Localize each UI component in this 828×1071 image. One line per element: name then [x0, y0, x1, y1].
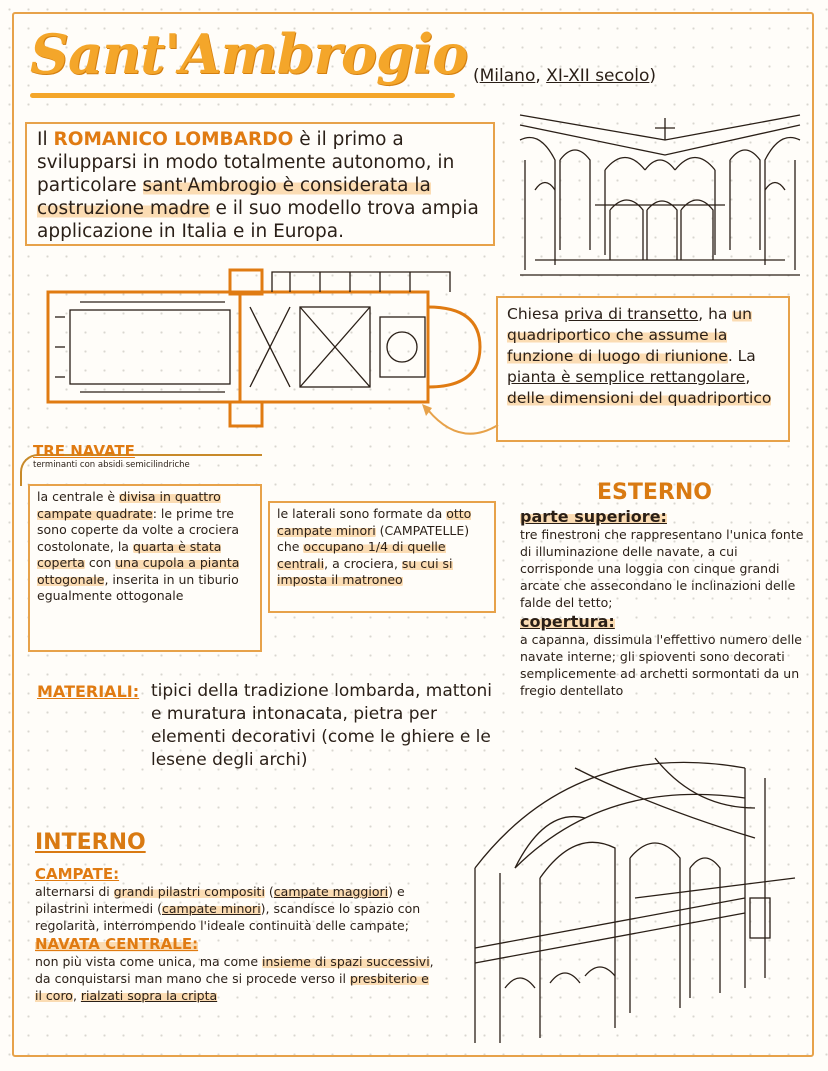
copertura-text: a capanna, dissimula l'effettivo numero delle navate interne; gli spioventi sono decorati semplicemente ad archetti sormontati da un fregio dentellato: [520, 632, 802, 698]
interno-heading: INTERNO: [35, 830, 146, 855]
campate-heading: CAMPATE:: [35, 865, 120, 883]
esterno-heading: ESTERNO: [597, 480, 712, 505]
page-subtitle: (Milano, XI-XII secolo): [473, 66, 657, 86]
page-title: Sant'Ambrogio: [30, 22, 468, 86]
subtitle-century: XI-XII secolo: [546, 66, 650, 86]
title-underline: [30, 93, 455, 98]
materiali-label: MATERIALI:: [37, 682, 140, 701]
copertura-heading: copertura:: [520, 612, 615, 631]
navata-centrale-heading: NAVATA CENTRALE:: [35, 935, 199, 953]
chiesa-box: Chiesa priva di transetto, ha un quadriportico che assume la funzione di luogo di riunione. La pianta è semplice rettangolare, delle dimensioni del quadriportico: [496, 296, 790, 442]
parte-superiore-text: tre finestroni che rappresentano l'unica fonte di illuminazione delle navate, a cui corrisponde una loggia con cinque grandi arcate che assecondano le inclinazioni delle falde del tetto;: [520, 527, 804, 610]
materiali-section: [37, 680, 492, 770]
tre-navate-heading: TRE NAVATE: [33, 442, 135, 460]
tre-navate-sub: terminanti con absidi semicilindriche: [33, 460, 190, 470]
interior-drawing: [455, 748, 805, 1048]
romanico-lombardo: ROMANICO LOMBARDO: [53, 129, 294, 150]
subtitle-city: Milano: [479, 66, 536, 86]
navate-laterali-box: le laterali sono formate da otto campate minori (CAMPATELLE) che occupano 1/4 di quelle centrali, a crociera, su cui si imposta il matroneo: [268, 501, 496, 613]
parte-superiore-heading: parte superiore:: [520, 507, 667, 526]
materiali-text: tipici della tradizione lombarda, mattoni e muratura intonacata, pietra per elementi decorativi (come le ghiere e le lesene degli archi): [151, 681, 492, 770]
esterno-text: [520, 508, 808, 699]
arrow-icon: [420, 400, 500, 445]
navata-centrale-box: la centrale è divisa in quattro campate quadrate: le prime tre sono coperte da volte a crociera costolonate, la quarta è stata coperta con una cupola a pianta ottogonale, inserita in un tiburio egualmente ottogonale: [28, 484, 262, 652]
facade-drawing: [515, 100, 805, 285]
intro-box: Il ROMANICO LOMBARDO è il primo a svilupparsi in modo totalmente autonomo, in particolare sant'Ambrogio è considerata la costruzione madre e il suo modello trova ampia applicazione in Italia e in Europa.: [25, 122, 495, 246]
navata-centrale-text: non più vista come unica, ma come insieme di spazi successivi, da conquistarsi man mano che si procede verso il presbiterio e il coro, rialzati sopra la cripta: [35, 954, 434, 1003]
campate-text: alternarsi di grandi pilastri compositi (campate maggiori) e pilastrini intermedi (campate minori), scandisce lo spazio con regolarità, interrompendo l'ideale continuità delle campate;: [35, 884, 421, 933]
interno-text: [35, 866, 435, 1004]
